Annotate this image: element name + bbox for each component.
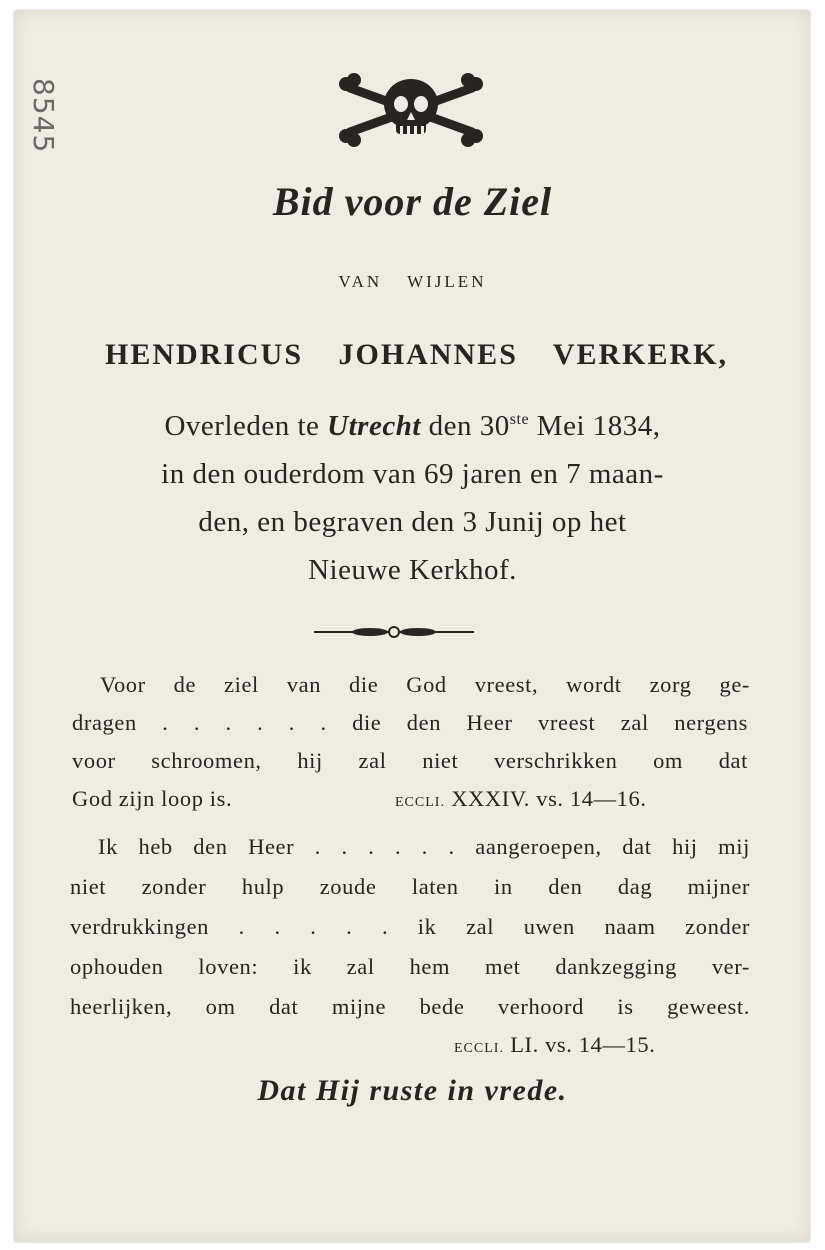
closing-prayer: Dat Hij ruste in vrede. xyxy=(257,1074,568,1107)
deceased-name: HENDRICUS JOHANNES VERKERK, xyxy=(104,338,729,371)
verse2-line-5: heerlijken, om dat mijne bede verhoord is geweest. xyxy=(70,994,750,1019)
verse1-line-3: voor schroomen, hij zal niet verschrikken om dat xyxy=(72,748,748,773)
verse1-line-2: dragen . . . . . . die den Heer vreest zal nergens xyxy=(72,710,748,735)
obituary-line-3: den, en begraven den 3 Junij op het xyxy=(198,506,627,538)
skull-and-crossbones-icon xyxy=(336,70,486,150)
verse2-line-4: ophouden loven: ik zal hem met dankzegging ver- xyxy=(70,954,750,979)
verse2-line-2: niet zonder hulp zoude laten in den dag mijner xyxy=(70,874,750,899)
obituary-line-1: Overleden te Utrecht den 30ste Mei 1834, xyxy=(164,410,661,442)
verse1-line-1: Voor de ziel van die God vreest, wordt zorg ge- xyxy=(100,672,750,697)
obituary-line-4: Nieuwe Kerkhof. xyxy=(308,554,517,586)
van-wijlen-label: VAN WIJLEN xyxy=(338,272,487,291)
obituary-line-2: in den ouderdom van 69 jaren en 7 maan- xyxy=(161,458,664,490)
verse2-line-1: Ik heb den Heer . . . . . . aangeroepen, dat hij mij xyxy=(98,834,750,859)
verse2-line-3: verdrukkingen . . . . . ik zal uwen naam zonder xyxy=(70,914,750,939)
verse1-line-4: God zijn loop is. xyxy=(72,786,233,811)
ornamental-divider-icon xyxy=(312,622,476,642)
inventory-number: 8545 xyxy=(27,78,60,154)
card-title: Bid voor de Ziel xyxy=(272,179,553,224)
verse2-reference: ECCLI. LI. vs. 14—15. xyxy=(454,1032,656,1057)
verse1-reference: ECCLI. XXXIV. vs. 14—16. xyxy=(395,786,647,811)
